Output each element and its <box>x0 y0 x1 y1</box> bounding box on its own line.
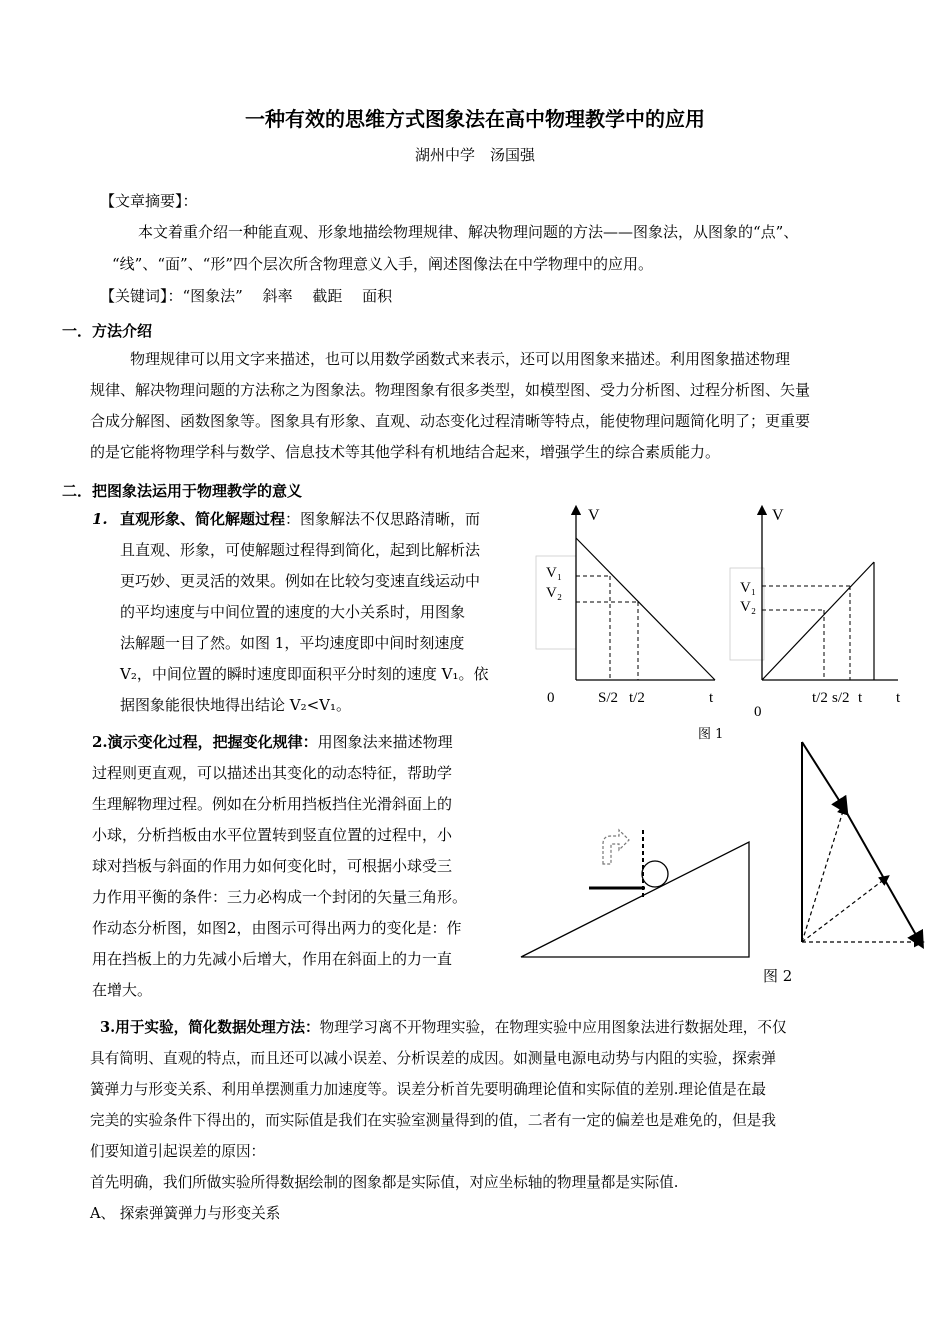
y-axis-label: V <box>588 507 600 524</box>
tick-t2: t/2 <box>629 690 645 706</box>
abstract-label: 【文章摘要】： <box>100 192 198 210</box>
figure1-right-graph <box>728 500 918 725</box>
item1-line: V₂，中间位置的瞬时速度即面积平分时刻的速度 V₁。依 <box>120 665 489 683</box>
item3-line: 完美的实验条件下得出的，而实际值是我们在实验室测量得到的值，二者有一定的偏差也是难免的，但是我 <box>90 1112 776 1129</box>
section2-heading: 二．把图象法运用于物理教学的意义 <box>62 482 303 500</box>
tick-s2: s/2 <box>832 690 850 706</box>
ball <box>642 861 668 887</box>
v2-label: V₂ <box>546 585 563 601</box>
item2-line: 用在挡板上的力先减小后增大，作用在斜面上的力一直 <box>92 950 453 968</box>
keywords <box>100 281 392 312</box>
baffle-force-1 <box>802 808 844 942</box>
item1-line: 法解题一目了然。如图 1，平均速度即中间时刻速度 <box>120 634 465 652</box>
para-after: 首先明确，我们所做实验所得数据绘制的图象都是实际值，对应坐标轴的物理量都是实际值. <box>90 1174 679 1191</box>
item1-line: 的平均速度与中间位置的速度的大小关系时，用图象 <box>120 603 466 621</box>
item2-line: 球对挡板与斜面的作用力如何变化时，可根据小球受三 <box>92 857 453 875</box>
item1-line: 更巧妙、更灵活的效果。例如在比较匀变速直线运动中 <box>120 572 481 590</box>
v2-label: V₂ <box>740 599 757 615</box>
section1-body <box>90 344 890 468</box>
item1-num: 1. <box>92 510 108 528</box>
baffle-force-2 <box>802 878 886 942</box>
item2-line: 生理解物理过程。例如在分析用挡板挡住光滑斜面上的 <box>92 795 453 813</box>
section1-line: 物理规律可以用文字来描述，也可以用数学函数式来表示，还可以用图象来描述。利用图象描述物理 <box>130 350 791 368</box>
item2-line: 作动态分析图，如图2，由图示可得出两力的变化是：作 <box>92 919 462 937</box>
origin-label: 0 <box>754 704 762 720</box>
v1-label: V₁ <box>740 580 757 596</box>
section1-line: 合成分解图、函数图象等。图象具有形象、直观、动态变化过程清晰等特点，能使物理问题简化明了；更重要 <box>90 412 811 430</box>
section1-line: 规律、解决物理问题的方法称之为图象法。物理图象有很多类型，如模型图、受力分析图、过程分析图、矢量 <box>90 381 811 399</box>
incline-force-2 <box>844 808 920 942</box>
figure2-incline <box>515 800 755 965</box>
section1-heading: 一．方法介绍 <box>62 322 153 340</box>
figure2-caption: 图 2 <box>763 967 793 985</box>
figure2-force-triangle <box>786 728 936 958</box>
tick-t2: t/2 <box>812 690 828 706</box>
figure1-caption: 图 1 <box>698 727 724 742</box>
item2-line: 在增大。 <box>92 981 153 999</box>
item1-title: 直观形象、简化解题过程 <box>120 510 286 528</box>
item3-title: 3.用于实验，简化数据处理方法： <box>100 1019 320 1036</box>
velocity-line <box>762 562 874 680</box>
item1-line: ：图象解法不仅思路清晰，而 <box>285 510 481 528</box>
tick-t: t <box>896 690 901 706</box>
incline-force-1 <box>802 742 844 808</box>
incline <box>521 842 749 957</box>
item2 <box>92 727 467 1006</box>
item3-line: 们要知道引起误差的原因： <box>90 1143 266 1160</box>
item2-line: 小球，分析挡板由水平位置转到竖直位置的过程中，小 <box>92 826 453 844</box>
item1 <box>92 504 488 721</box>
figure1-left-graph <box>530 500 730 715</box>
item3 <box>90 1012 787 1229</box>
keywords-label: 【关键词】： <box>100 287 183 305</box>
author: 湖州中学 汤国强 <box>414 146 535 164</box>
item2-line: 过程则更直观，可以描述出其变化的动态特征，帮助学 <box>92 764 453 782</box>
item3-line: 具有简明、直观的特点，而且还可以减小误差、分析误差的成因。如测量电源电动势与内阻的实验，探索弹 <box>90 1050 776 1067</box>
item3-line: 物理学习离不开物理实验，在物理实验中应用图象法进行数据处理，不仅 <box>319 1019 787 1036</box>
origin-label: 0 <box>547 690 555 706</box>
sub-heading-a: A、 探索弹簧弹力与形变关系 <box>90 1205 281 1222</box>
velocity-line <box>576 538 715 680</box>
section1-line: 的是它能将物理学科与数学、信息技术等其他学科有机地结合起来，增强学生的综合素质能力。 <box>90 443 721 461</box>
keywords-text: “图象法” 斜率 截距 面积 <box>182 287 393 305</box>
item2-line: 用图象法来描述物理 <box>317 733 453 751</box>
page-title: 一种有效的思维方式图象法在高中物理教学中的应用 <box>245 107 705 131</box>
tick-s2: S/2 <box>598 690 619 706</box>
item3-line: 簧弹力与形变关系、利用单摆测重力加速度等。误差分析首先要明确理论值和实际值的差别.理论值是在最 <box>90 1081 766 1098</box>
v1-label: V₁ <box>546 565 563 581</box>
rotate-arrow-icon <box>603 830 629 864</box>
tick-t: t <box>709 690 714 706</box>
y-axis-label: V <box>772 507 784 524</box>
item1-line: 据图象能很快地得出结论 V₂<V₁。 <box>120 696 352 714</box>
item2-title: 2.演示变化过程，把握变化规律： <box>92 733 318 751</box>
item2-line: 力作用平衡的条件：三力必构成一个封闭的矢量三角形。 <box>92 888 468 906</box>
abstract-text-2: “线”、“面”、“形”四个层次所含物理意义入手，阐述图像法在中学物理中的应用。 <box>112 255 654 273</box>
item1-line: 且直观、形象，可使解题过程得到简化，起到比解析法 <box>120 541 481 559</box>
abstract-text-1: 本文着重介绍一种能直观、形象地描绘物理规律、解决物理问题的方法——图象法，从图象的“点”、 <box>138 223 799 241</box>
tick-t-inner: t <box>858 690 863 706</box>
